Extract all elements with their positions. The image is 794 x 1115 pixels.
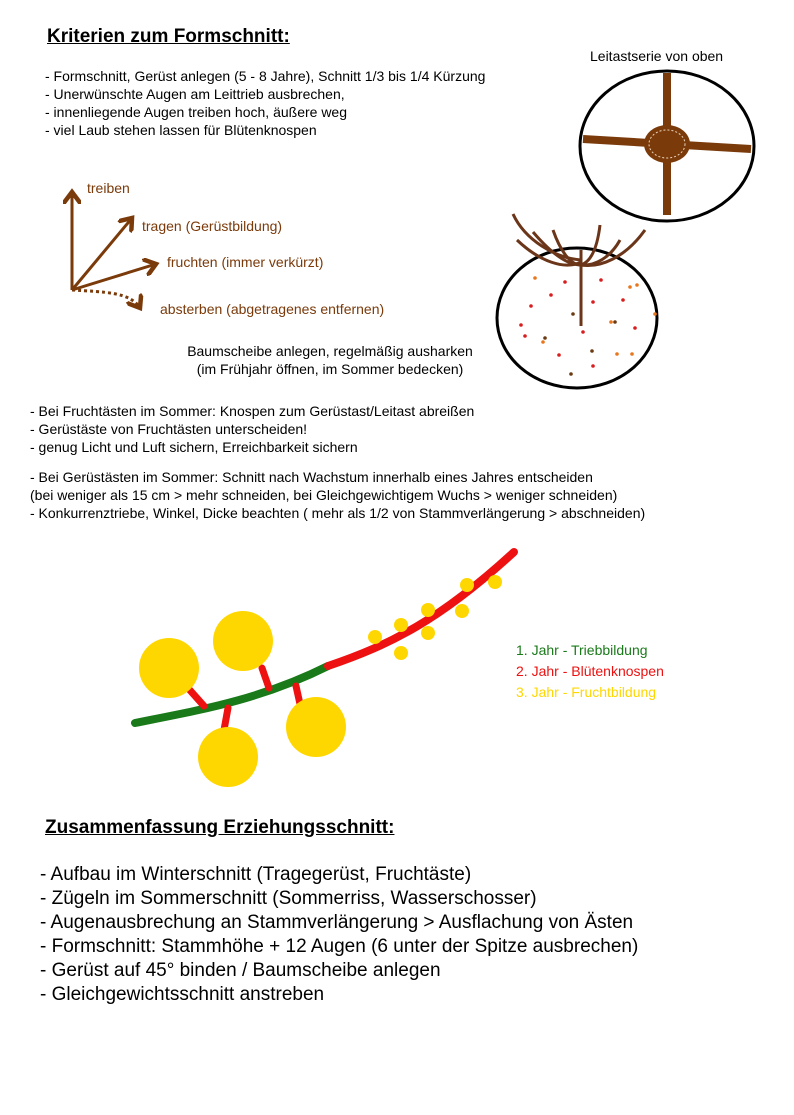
- soil-dot: [590, 349, 594, 353]
- baumscheibe-caption-line: Baumscheibe anlegen, regelmäßig ausharken: [187, 343, 473, 359]
- spur-2: [262, 668, 269, 688]
- soil-dot: [609, 320, 613, 324]
- soil-dot: [615, 352, 619, 356]
- formschnitt-criteria-list: [45, 67, 485, 139]
- leitast-top-view-diagram: [575, 65, 760, 225]
- list-item: - innenliegende Augen treiben hoch, äußere weg: [45, 104, 347, 120]
- geruestast-notes: [30, 468, 645, 522]
- baumscheibe-outline: [497, 248, 657, 388]
- soil-dot: [523, 334, 527, 338]
- list-item: - Augenausbrechung an Stammverlängerung > Ausflachung von Ästen: [40, 912, 634, 933]
- soil-dot: [599, 278, 603, 282]
- soil-dot: [549, 293, 553, 297]
- soil-dot: [591, 364, 595, 368]
- list-item: - Bei Gerüstästen im Sommer: Schnitt nach Wachstum innerhalb eines Jahres entscheiden: [30, 469, 593, 485]
- leitast-title: Leitastserie von oben: [590, 48, 724, 64]
- fruit: [213, 611, 273, 671]
- arrow-absterben: [72, 290, 140, 308]
- baumscheibe-caption-line: (im Frühjahr öffnen, im Sommer bedecken): [196, 361, 464, 377]
- branch-legend: [516, 640, 664, 703]
- list-item: - Gerüst auf 45° binden / Baumscheibe anlegen: [40, 960, 441, 981]
- trunk-center: [644, 125, 690, 163]
- soil-dot: [621, 298, 625, 302]
- list-item: - Aufbau im Winterschnitt (Tragegerüst, Fruchtäste): [40, 864, 472, 885]
- soil-dot: [653, 312, 657, 316]
- tree-top: [513, 214, 645, 326]
- list-item: - Gleichgewichtsschnitt anstreben: [40, 984, 325, 1005]
- section-heading-summary: Zusammenfassung Erziehungsschnitt:: [45, 817, 395, 838]
- soil-dot: [557, 353, 561, 357]
- soil-dot: [635, 283, 639, 287]
- list-item: - genug Licht und Luft sichern, Erreichbarkeit sichern: [30, 439, 358, 455]
- soil-dot: [563, 280, 567, 284]
- legend-year3: 3. Jahr - Fruchtbildung: [516, 684, 657, 700]
- list-item: - Formschnitt: Stammhöhe + 12 Augen (6 unter der Spitze ausbrechen): [40, 936, 639, 957]
- soil-dot: [519, 323, 523, 327]
- soil-dot: [533, 276, 537, 280]
- soil-dots: [519, 276, 657, 376]
- fruchtast-notes: [30, 402, 474, 456]
- summary-list: [40, 863, 638, 1007]
- branch-year2: [328, 552, 514, 666]
- spur-3: [224, 708, 228, 730]
- list-item: - Formschnitt, Gerüst anlegen (5 - 8 Jahre), Schnitt 1/3 bis 1/4 Kürzung: [45, 68, 486, 84]
- baumscheibe-caption: [171, 342, 489, 378]
- list-item: (bei weniger als 15 cm > mehr schneiden, bei Gleichgewichtigem Wuchs > weniger schneiden): [30, 487, 618, 503]
- spur-4: [296, 686, 300, 704]
- legend-year1: 1. Jahr - Triebbildung: [516, 642, 648, 658]
- section-heading-formschnitt: Kriterien zum Formschnitt:: [47, 26, 290, 47]
- list-item: - Zügeln im Sommerschnitt (Sommerriss, Wasserschosser): [40, 888, 537, 909]
- soil-dot: [543, 336, 547, 340]
- soil-dot: [633, 326, 637, 330]
- list-item: - Bei Fruchtästen im Sommer: Knospen zum Gerüstast/Leitast abreißen: [30, 403, 475, 419]
- soil-dot: [541, 340, 545, 344]
- soil-dot: [571, 312, 575, 316]
- arrow-label-treiben: treiben: [87, 180, 130, 196]
- list-item: - Unerwünschte Augen am Leittrieb ausbrechen,: [45, 86, 345, 102]
- fruit: [198, 727, 258, 787]
- arrow-label-absterben: absterben (abgetragenes entfernen): [160, 301, 385, 317]
- fruit: [286, 697, 346, 757]
- soil-dot: [630, 352, 634, 356]
- list-item: - Konkurrenztriebe, Winkel, Dicke beachten ( mehr als 1/2 von Stammverlängerung > abschneiden): [30, 505, 646, 521]
- growth-arrows-diagram: [60, 180, 170, 320]
- list-item: - Gerüstäste von Fruchtästen unterscheiden!: [30, 421, 308, 437]
- arrow-label-tragen: tragen (Gerüstbildung): [142, 218, 283, 234]
- baumscheibe-diagram: [495, 210, 665, 395]
- soil-dot: [591, 300, 595, 304]
- soil-dot: [569, 372, 573, 376]
- fruit: [139, 638, 199, 698]
- list-item: - viel Laub stehen lassen für Blütenknospen: [45, 122, 317, 138]
- arrow-label-fruchten: fruchten (immer verkürzt): [167, 254, 324, 270]
- soil-dot: [628, 285, 632, 289]
- soil-dot: [529, 304, 533, 308]
- fruiting-branch-diagram: [0, 540, 560, 800]
- legend-year2: 2. Jahr - Blütenknospen: [516, 663, 664, 679]
- soil-dot: [613, 320, 617, 324]
- soil-dot: [581, 330, 585, 334]
- spur-1: [188, 688, 204, 706]
